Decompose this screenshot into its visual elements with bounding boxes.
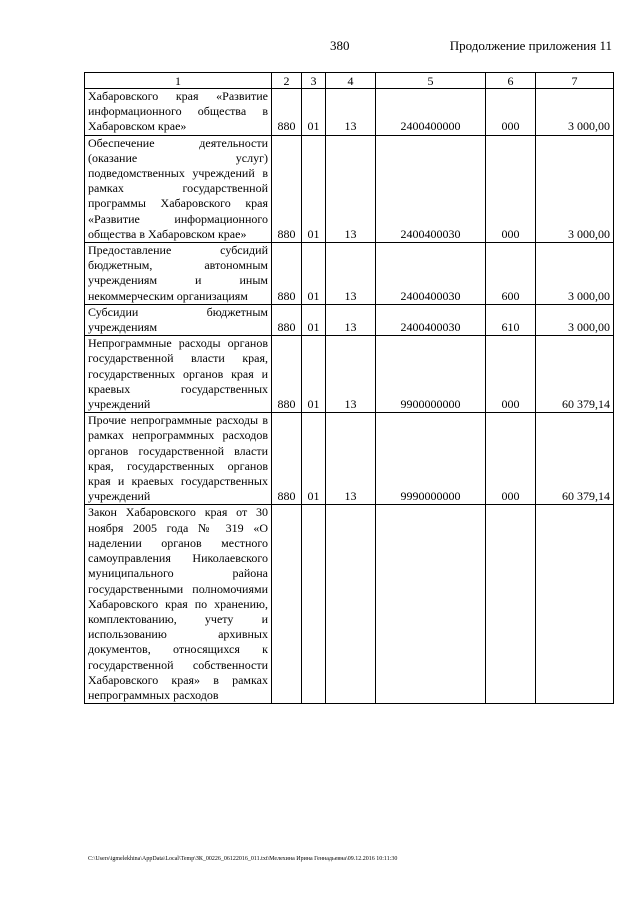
row-code-4: 13: [326, 336, 376, 413]
row-name: Непрограммные расходы органов государственной власти края, государственных органов края и краевых государственных учреждений: [85, 336, 272, 413]
appendix-continuation-title: Продолжение приложения 11: [449, 38, 612, 53]
row-amount: 3 000,00: [536, 243, 614, 305]
page-number: 380: [330, 38, 350, 53]
row-code-4: 13: [326, 89, 376, 136]
row-amount: 3 000,00: [536, 135, 614, 242]
row-code-4: 13: [326, 135, 376, 242]
row-code-5: 2400400000: [376, 89, 486, 136]
row-code-2: 880: [272, 135, 302, 242]
row-name: Предоставление субсидий бюджетным, автономным учреждениям и иным некоммерческим организациям: [85, 243, 272, 305]
row-code-5: 2400400030: [376, 135, 486, 242]
column-header: 7: [536, 73, 614, 89]
column-header: 4: [326, 73, 376, 89]
table-row: [85, 413, 614, 505]
row-name: Обеспечение деятельности (оказание услуг) подведомственных учреждений в рамках государственной программы Хабаровского края «Развитие информационного общества в Хабаровском крае»: [85, 135, 272, 242]
row-code-3: 01: [302, 413, 326, 505]
row-code-3: 01: [302, 336, 326, 413]
row-code-6: [486, 505, 536, 704]
row-code-6: 600: [486, 243, 536, 305]
table-row: [85, 243, 614, 305]
table-row: [85, 135, 614, 242]
row-amount: 3 000,00: [536, 304, 614, 335]
column-header: 1: [85, 73, 272, 89]
row-amount: [536, 505, 614, 704]
row-code-6: 000: [486, 89, 536, 136]
row-code-4: 13: [326, 413, 376, 505]
row-name: Субсидии бюджетным учреждениям: [85, 304, 272, 335]
column-header: 2: [272, 73, 302, 89]
row-code-2: [272, 505, 302, 704]
row-amount: 60 379,14: [536, 336, 614, 413]
row-name: Закон Хабаровского края от 30 ноября 2005 года № 319 «О наделении органов местного самоуправления Николаевского муниципального района государственными полномочиями Хабаровского края по хранению, комплектованию, учету и использованию архивных документов, относящихся к государственной собственности Хабаровского края» в рамках непрограммных расходов: [85, 505, 272, 704]
row-code-2: 880: [272, 336, 302, 413]
row-code-2: 880: [272, 89, 302, 136]
row-code-5: 2400400030: [376, 304, 486, 335]
row-name: Хабаровского края «Развитие информационного общества в Хабаровском крае»: [85, 89, 272, 136]
row-code-6: 610: [486, 304, 536, 335]
column-header: 6: [486, 73, 536, 89]
row-code-6: 000: [486, 135, 536, 242]
row-code-6: 000: [486, 413, 536, 505]
table-header-row: [85, 73, 614, 89]
row-code-6: 000: [486, 336, 536, 413]
row-code-3: 01: [302, 243, 326, 305]
row-code-5: [376, 505, 486, 704]
row-amount: 3 000,00: [536, 89, 614, 136]
row-code-2: 880: [272, 304, 302, 335]
row-amount: 60 379,14: [536, 413, 614, 505]
row-code-2: 880: [272, 413, 302, 505]
table-row: [85, 505, 614, 704]
row-code-2: 880: [272, 243, 302, 305]
table-row: [85, 304, 614, 335]
row-code-5: 2400400030: [376, 243, 486, 305]
table-row: [85, 336, 614, 413]
row-code-4: 13: [326, 304, 376, 335]
budget-table: [84, 72, 614, 704]
file-path-footer: C:\Users\igmelekhina\AppData\Local\Temp\ЗК_00226_06122016_011.txt\Мелехина Ирина Геннадьевна\09.12.2016 10:11:30: [88, 856, 398, 862]
row-name: Прочие непрограммные расходы в рамках непрограммных расходов органов государственной власти края, государственных органов края и краевых государственных учреждений: [85, 413, 272, 505]
column-header: 5: [376, 73, 486, 89]
row-code-3: 01: [302, 304, 326, 335]
row-code-5: 9990000000: [376, 413, 486, 505]
row-code-3: 01: [302, 135, 326, 242]
table-row: [85, 89, 614, 136]
column-header: 3: [302, 73, 326, 89]
row-code-3: [302, 505, 326, 704]
row-code-4: 13: [326, 243, 376, 305]
row-code-4: [326, 505, 376, 704]
row-code-3: 01: [302, 89, 326, 136]
row-code-5: 9900000000: [376, 336, 486, 413]
